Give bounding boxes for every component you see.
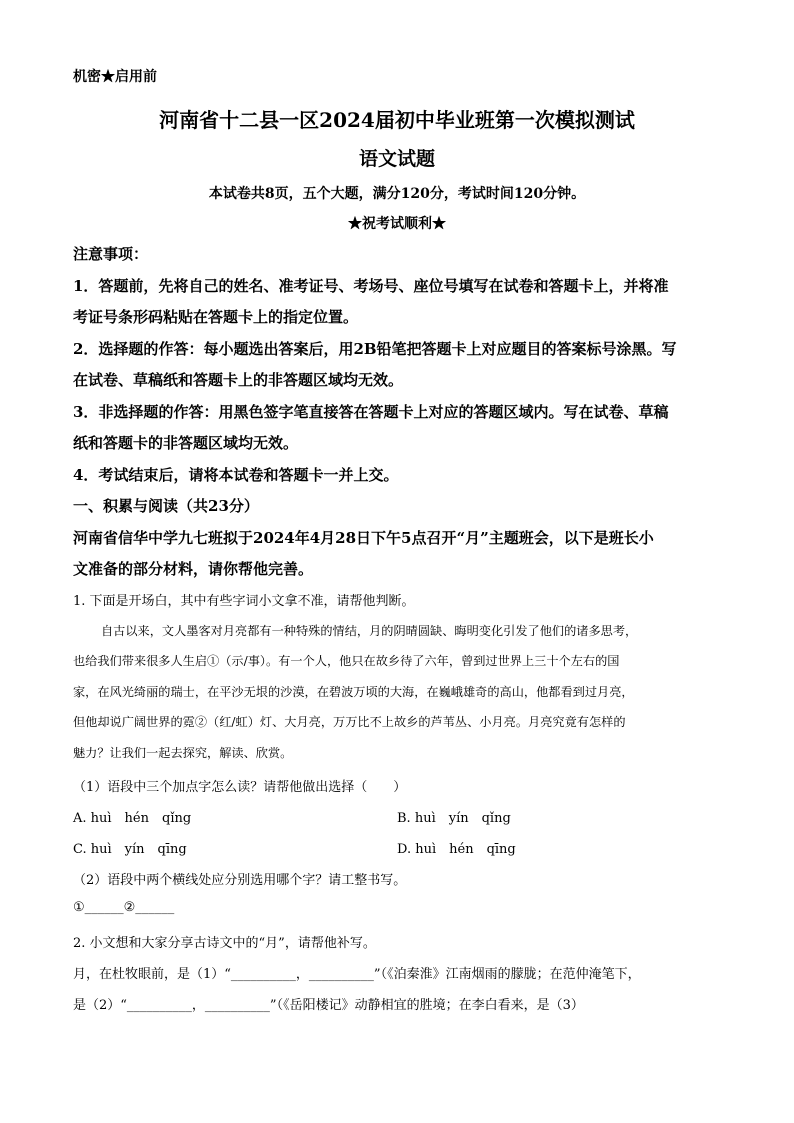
notes-line: 3．非选择题的作答：用黑色签字笔直接答在答题卡上对应的答题区域内。写在试卷、草稿 xyxy=(73,403,669,421)
option-d: D. huì hén qīng xyxy=(397,842,516,857)
exam-subtitle: 语文试题 xyxy=(358,148,435,170)
passage-line: 但他却说广阔世界的霓②（红/虹）灯、大月亮，万万比不上故乡的芦苇丛、小月亮。月亮究竟有怎样的 xyxy=(73,715,626,729)
question-1-sub2: （2）语段中两个横线处应分别选用哪个字？请工整书写。 xyxy=(73,873,407,888)
notes-line: 2．选择题的作答：每小题选出答案后，用2B铅笔把答题卡上对应题目的答案标号涂黑。写 xyxy=(73,340,677,358)
passage-line: 家，在风光绮丽的瑞士，在平沙无垠的沙漠，在碧波万顷的大海，在巍峨雄奇的高山，他都看到过月亮， xyxy=(73,685,634,699)
notes-line: 1．答题前，先将自己的姓名、准考证号、考场号、座位号填写在试卷和答题卡上，并将准 xyxy=(73,277,669,295)
notes-heading: 注意事项： xyxy=(73,245,149,263)
option-b: B. huì yín qǐng xyxy=(397,811,511,826)
notes-line: 考证号条形码粘贴在答题卡上的指定位置。 xyxy=(73,308,359,326)
question-2-prompt: 2. 小文想和大家分享古诗文中的“月”，请帮他补写。 xyxy=(73,936,376,951)
notes-line: 4．考试结束后，请将本试卷和答题卡一并上交。 xyxy=(73,466,399,484)
confidential-label: 机密★启用前 xyxy=(73,69,157,85)
question-1-prompt: 1. 下面是开场白，其中有些字词小文拿不准，请帮他判断。 xyxy=(73,594,415,609)
section-intro-line: 河南省信华中学九七班拟于2024年4月28日下午5点召开“月”主题班会，以下是班长小 xyxy=(73,529,654,547)
good-luck-line: ★祝考试顺利★ xyxy=(348,216,446,232)
passage-line: 也给我们带来很多人生启①（示/事）。有一个人，他只在故乡待了六年，曾到过世界上三十个左右的国 xyxy=(73,654,620,668)
notes-line: 纸和答题卡的非答题区域均无效。 xyxy=(73,434,299,452)
question-1-sub1: （1）语段中三个加点字怎么读？请帮他做出选择（ ） xyxy=(73,780,407,795)
option-a: A. huì hén qǐng xyxy=(73,811,192,826)
section-intro-line: 文准备的部分材料，请你帮他完善。 xyxy=(73,560,314,578)
notes-line: 在试卷、草稿纸和答题卡上的非答题区域均无效。 xyxy=(73,371,404,389)
question-2-line: 月，在杜牧眼前，是（1）“__________，__________”（《泊秦淮》江南烟雨的朦胧；在范仲淹笔下， xyxy=(73,967,641,982)
passage-line: 魅力？让我们一起去探究，解读、欣赏。 xyxy=(73,746,293,760)
section-heading: 一、积累与阅读（共23分） xyxy=(73,497,259,515)
exam-info: 本试卷共8页，五个大题，满分120分，考试时间120分钟。 xyxy=(208,186,586,202)
question-2-line: 是（2）“__________，__________”（《岳阳楼记》动静相宜的胜境；在李白看来，是（3） xyxy=(73,998,584,1013)
option-c: C. huì yín qīng xyxy=(73,842,187,857)
answer-blanks: ①______②______ xyxy=(73,900,175,915)
exam-title: 河南省十二县一区2024届初中毕业班第一次模拟测试 xyxy=(159,108,635,132)
passage-line: 自古以来，文人墨客对月亮都有一种特殊的情结，月的阴晴圆缺、晦明变化引发了他们的诸多思考， xyxy=(101,624,638,638)
